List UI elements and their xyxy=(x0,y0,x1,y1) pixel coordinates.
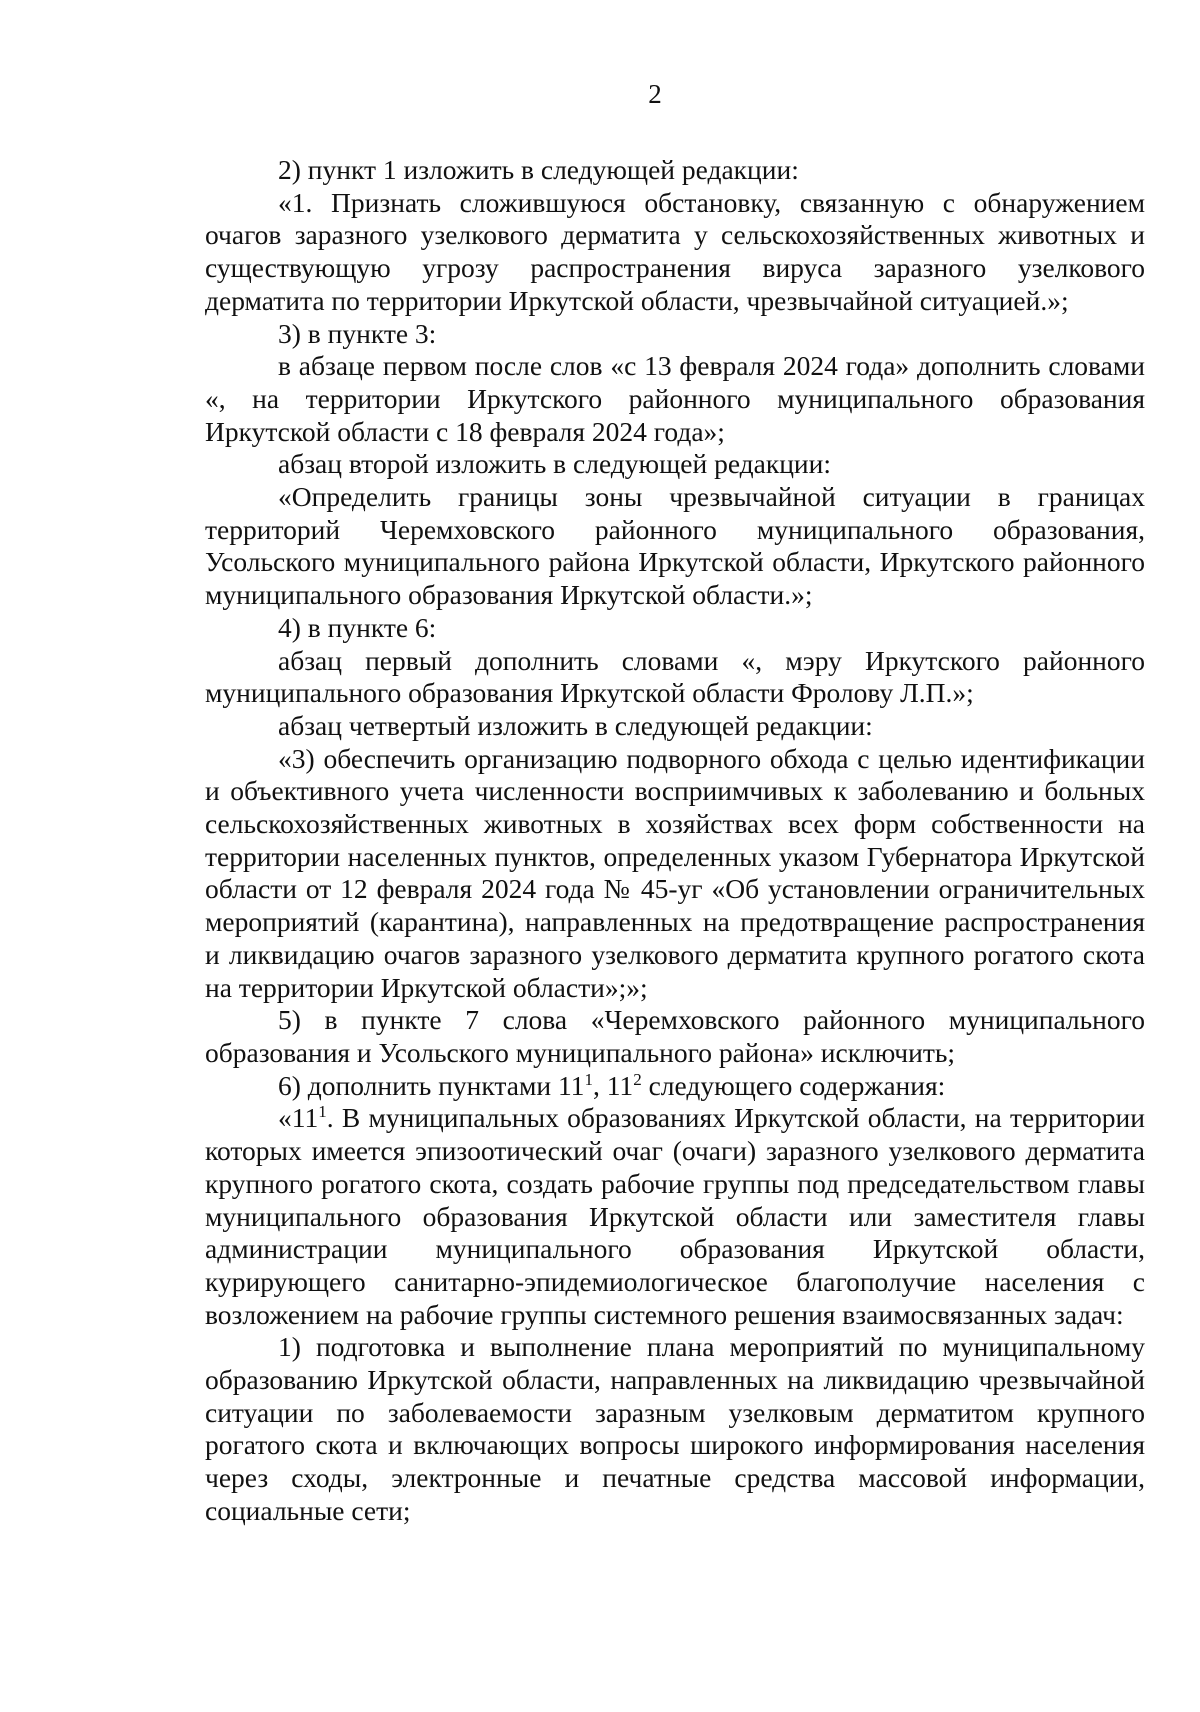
paragraph-item-6-fourth-abzac: абзац четвертый изложить в следующей редакции: xyxy=(278,709,873,741)
paragraph-amend-item-3: 3) в пункте 3: xyxy=(278,317,437,349)
paragraph-item-3-second-abzac: абзац второй изложить в следующей редакции: xyxy=(278,448,832,480)
paragraph-amend-item-1: 2) пункт 1 изложить в следующей редакции: xyxy=(278,154,799,185)
paragraph-item-3-first-abzac: в абзаце первом после слов «с 13 февраля 2024 года» дополнить словами «, на территории Иркутского районного муниципального образования Иркутской области с 18 февраля 2024 года»; xyxy=(205,350,1145,447)
paragraph-item-11-1 xyxy=(205,1102,1145,1331)
paragraph-item-6-first-abzac: абзац первый дополнить словами «, мэру Иркутского районного муниципального образования Иркутской области Фролову Л.П.»; xyxy=(205,644,1145,709)
text-segment: следующего содержания: xyxy=(641,1069,946,1101)
text-segment: «11 xyxy=(278,1102,319,1134)
superscript: 1 xyxy=(584,1069,593,1089)
text-segment: . В муниципальных образованиях Иркутской области, на территории которых имеется эпизоотический очаг (очаги) заразного узелкового дерматита крупного рогатого скота, создать рабочие группы под председательством главы муниципального образования Иркутской области или заместителя главы администрации муниципального образования Иркутской области, курирующего санитарно-эпидемиологическое благополучие населения с возложением на рабочие группы системного решения взаимосвязанных задач: xyxy=(205,1102,1145,1330)
paragraph-zone-boundaries: «Определить границы зоны чрезвычайной ситуации в границах территорий Черемховского районного муниципального образования, Усольского муниципального района Иркутской области, Иркутского районного муниципального образования Иркутской области.»; xyxy=(205,481,1145,611)
superscript: 1 xyxy=(318,1102,327,1122)
paragraph-amend-item-6: 4) в пункте 6: xyxy=(278,611,437,643)
text-segment: 6) дополнить пунктами 11 xyxy=(278,1069,585,1101)
page-number: 2 xyxy=(648,79,662,109)
paragraph-household-survey: «3) обеспечить организацию подворного обхода с целью идентификации и объективного учета численности восприимчивых к заболеванию и больных сельскохозяйственных животных в хозяйствах всех форм собственности на территории населенных пунктов, определенных указом Губернатора Иркутской области от 12 февраля 2024 года № 45-уг «Об установлении ограничительных мероприятий (карантина), направленных на предотвращение распространения и ликвидацию очагов заразного узелкового дерматита крупного рогатого скота на территории Иркутской области»;»; xyxy=(205,742,1145,1003)
document-body xyxy=(205,154,1145,1528)
superscript: 2 xyxy=(633,1069,642,1089)
paragraph-amend-item-7: 5) в пункте 7 слова «Черемховского районного муниципального образования и Усольского муниципального района» исключить; xyxy=(205,1004,1145,1068)
paragraph-item-1-text: «1. Признать сложившуюся обстановку, связанную с обнаружением очагов заразного узелкового дерматита у сельскохозяйственных животных и существующую угрозу распространения вируса заразного узелкового дерматита по территории Иркутской области, чрезвычайной ситуацией.»; xyxy=(205,186,1145,316)
paragraph-add-items-11 xyxy=(205,1070,1145,1103)
text-segment: , 11 xyxy=(592,1069,634,1101)
paragraph-task-1: 1) подготовка и выполнение плана мероприятий по муниципальному образованию Иркутской области, направленных на ликвидацию чрезвычайной ситуации по заболеваемости заразным узелковым дерматитом крупного рогатого скота и включающих вопросы широкого информирования населения через сходы, электронные и печатные средства массовой информации, социальные сети; xyxy=(205,1331,1145,1526)
